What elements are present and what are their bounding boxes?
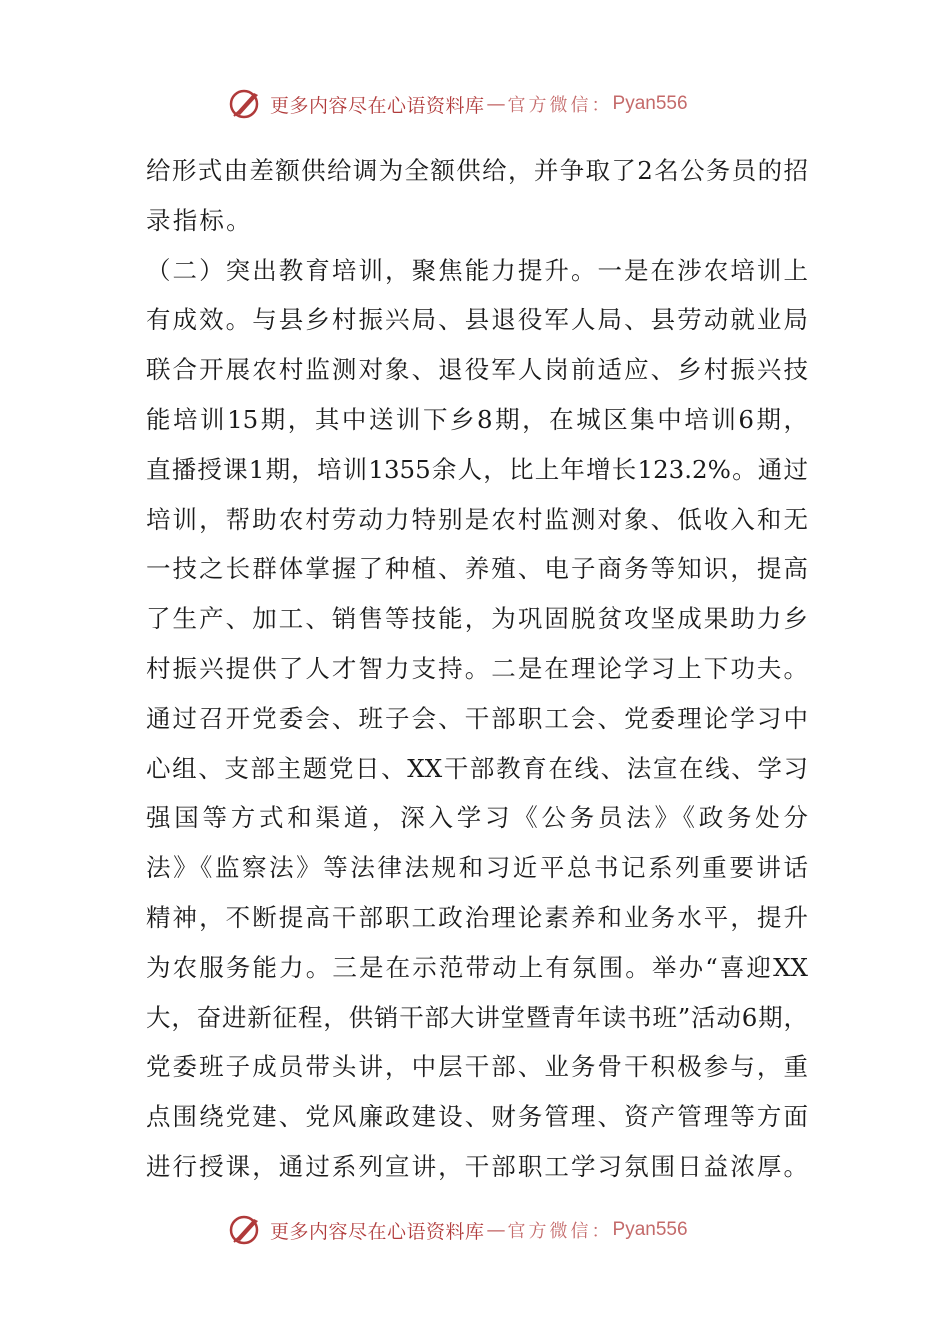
quill-logo-icon <box>228 86 264 122</box>
body-line: 精神，不断提高干部职工政治理论素养和业务水平，提升 <box>146 902 808 932</box>
body-line: 录指标。 <box>146 205 253 235</box>
header-banner <box>228 84 688 124</box>
body-line: 强国等方式和渠道，深入学习《公务员法》《政务处分 <box>146 803 808 833</box>
banner-wechat-id: Pyan556 <box>612 93 688 114</box>
body-line: 为农服务能力。三是在示范带动上有氛围。举办“喜迎XX <box>146 952 808 982</box>
banner-label: 官方微信： <box>507 1221 613 1242</box>
body-line: 联合开展农村监测对象、退役军人岗前适应、乡村振兴技 <box>146 355 808 385</box>
body-line: 有成效。与县乡村振兴局、县退役军人局、县劳动就业局 <box>146 305 808 335</box>
document-body <box>146 146 808 1192</box>
body-line: 培训，帮助农村劳动力特别是农村监测对象、低收入和无 <box>146 504 808 534</box>
banner-wechat-id: Pyan556 <box>612 1219 688 1240</box>
body-line: 直播授课1期，培训1355余人，比上年增长123.2%。通过 <box>146 454 808 484</box>
body-line: 给形式由差额供给调为全额供给，并争取了2名公务员的招 <box>146 156 808 185</box>
banner-separator: — <box>486 93 506 115</box>
body-line: 法》《监察法》等法律法规和习近平总书记系列重要讲话 <box>146 853 808 883</box>
body-line: 进行授课，通过系列宣讲，干部职工学习氛围日益浓厚。 <box>146 1151 808 1181</box>
banner-title: 更多内容尽在心语资料库 <box>270 1220 485 1243</box>
banner-label: 官方微信： <box>507 95 613 116</box>
footer-banner <box>228 1210 688 1250</box>
body-line: （二）突出教育培训，聚焦能力提升。一是在涉农培训上 <box>146 255 808 285</box>
quill-logo-icon <box>228 1212 264 1248</box>
body-line: 通过召开党委会、班子会、干部职工会、党委理论学习中 <box>146 703 808 733</box>
body-line: 了生产、加工、销售等技能，为巩固脱贫攻坚成果助力乡 <box>146 604 808 634</box>
body-line: 村振兴提供了人才智力支持。二是在理论学习上下功夫。 <box>146 653 808 683</box>
body-line: 大，奋进新征程，供销干部大讲堂暨青年读书班”活动6期， <box>146 1002 808 1032</box>
body-line: 党委班子成员带头讲，中层干部、业务骨干积极参与，重 <box>146 1052 808 1082</box>
body-line: 点围绕党建、党风廉政建设、财务管理、资产管理等方面 <box>146 1102 808 1132</box>
body-line: 心组、支部主题党日、XX干部教育在线、法宣在线、学习 <box>146 753 808 783</box>
banner-separator: — <box>486 1219 506 1241</box>
body-line: 一技之长群体掌握了种植、养殖、电子商务等知识，提高 <box>146 554 808 584</box>
body-line: 能培训15期，其中送训下乡8期，在城区集中培训6期， <box>146 404 808 434</box>
banner-title: 更多内容尽在心语资料库 <box>270 94 485 117</box>
